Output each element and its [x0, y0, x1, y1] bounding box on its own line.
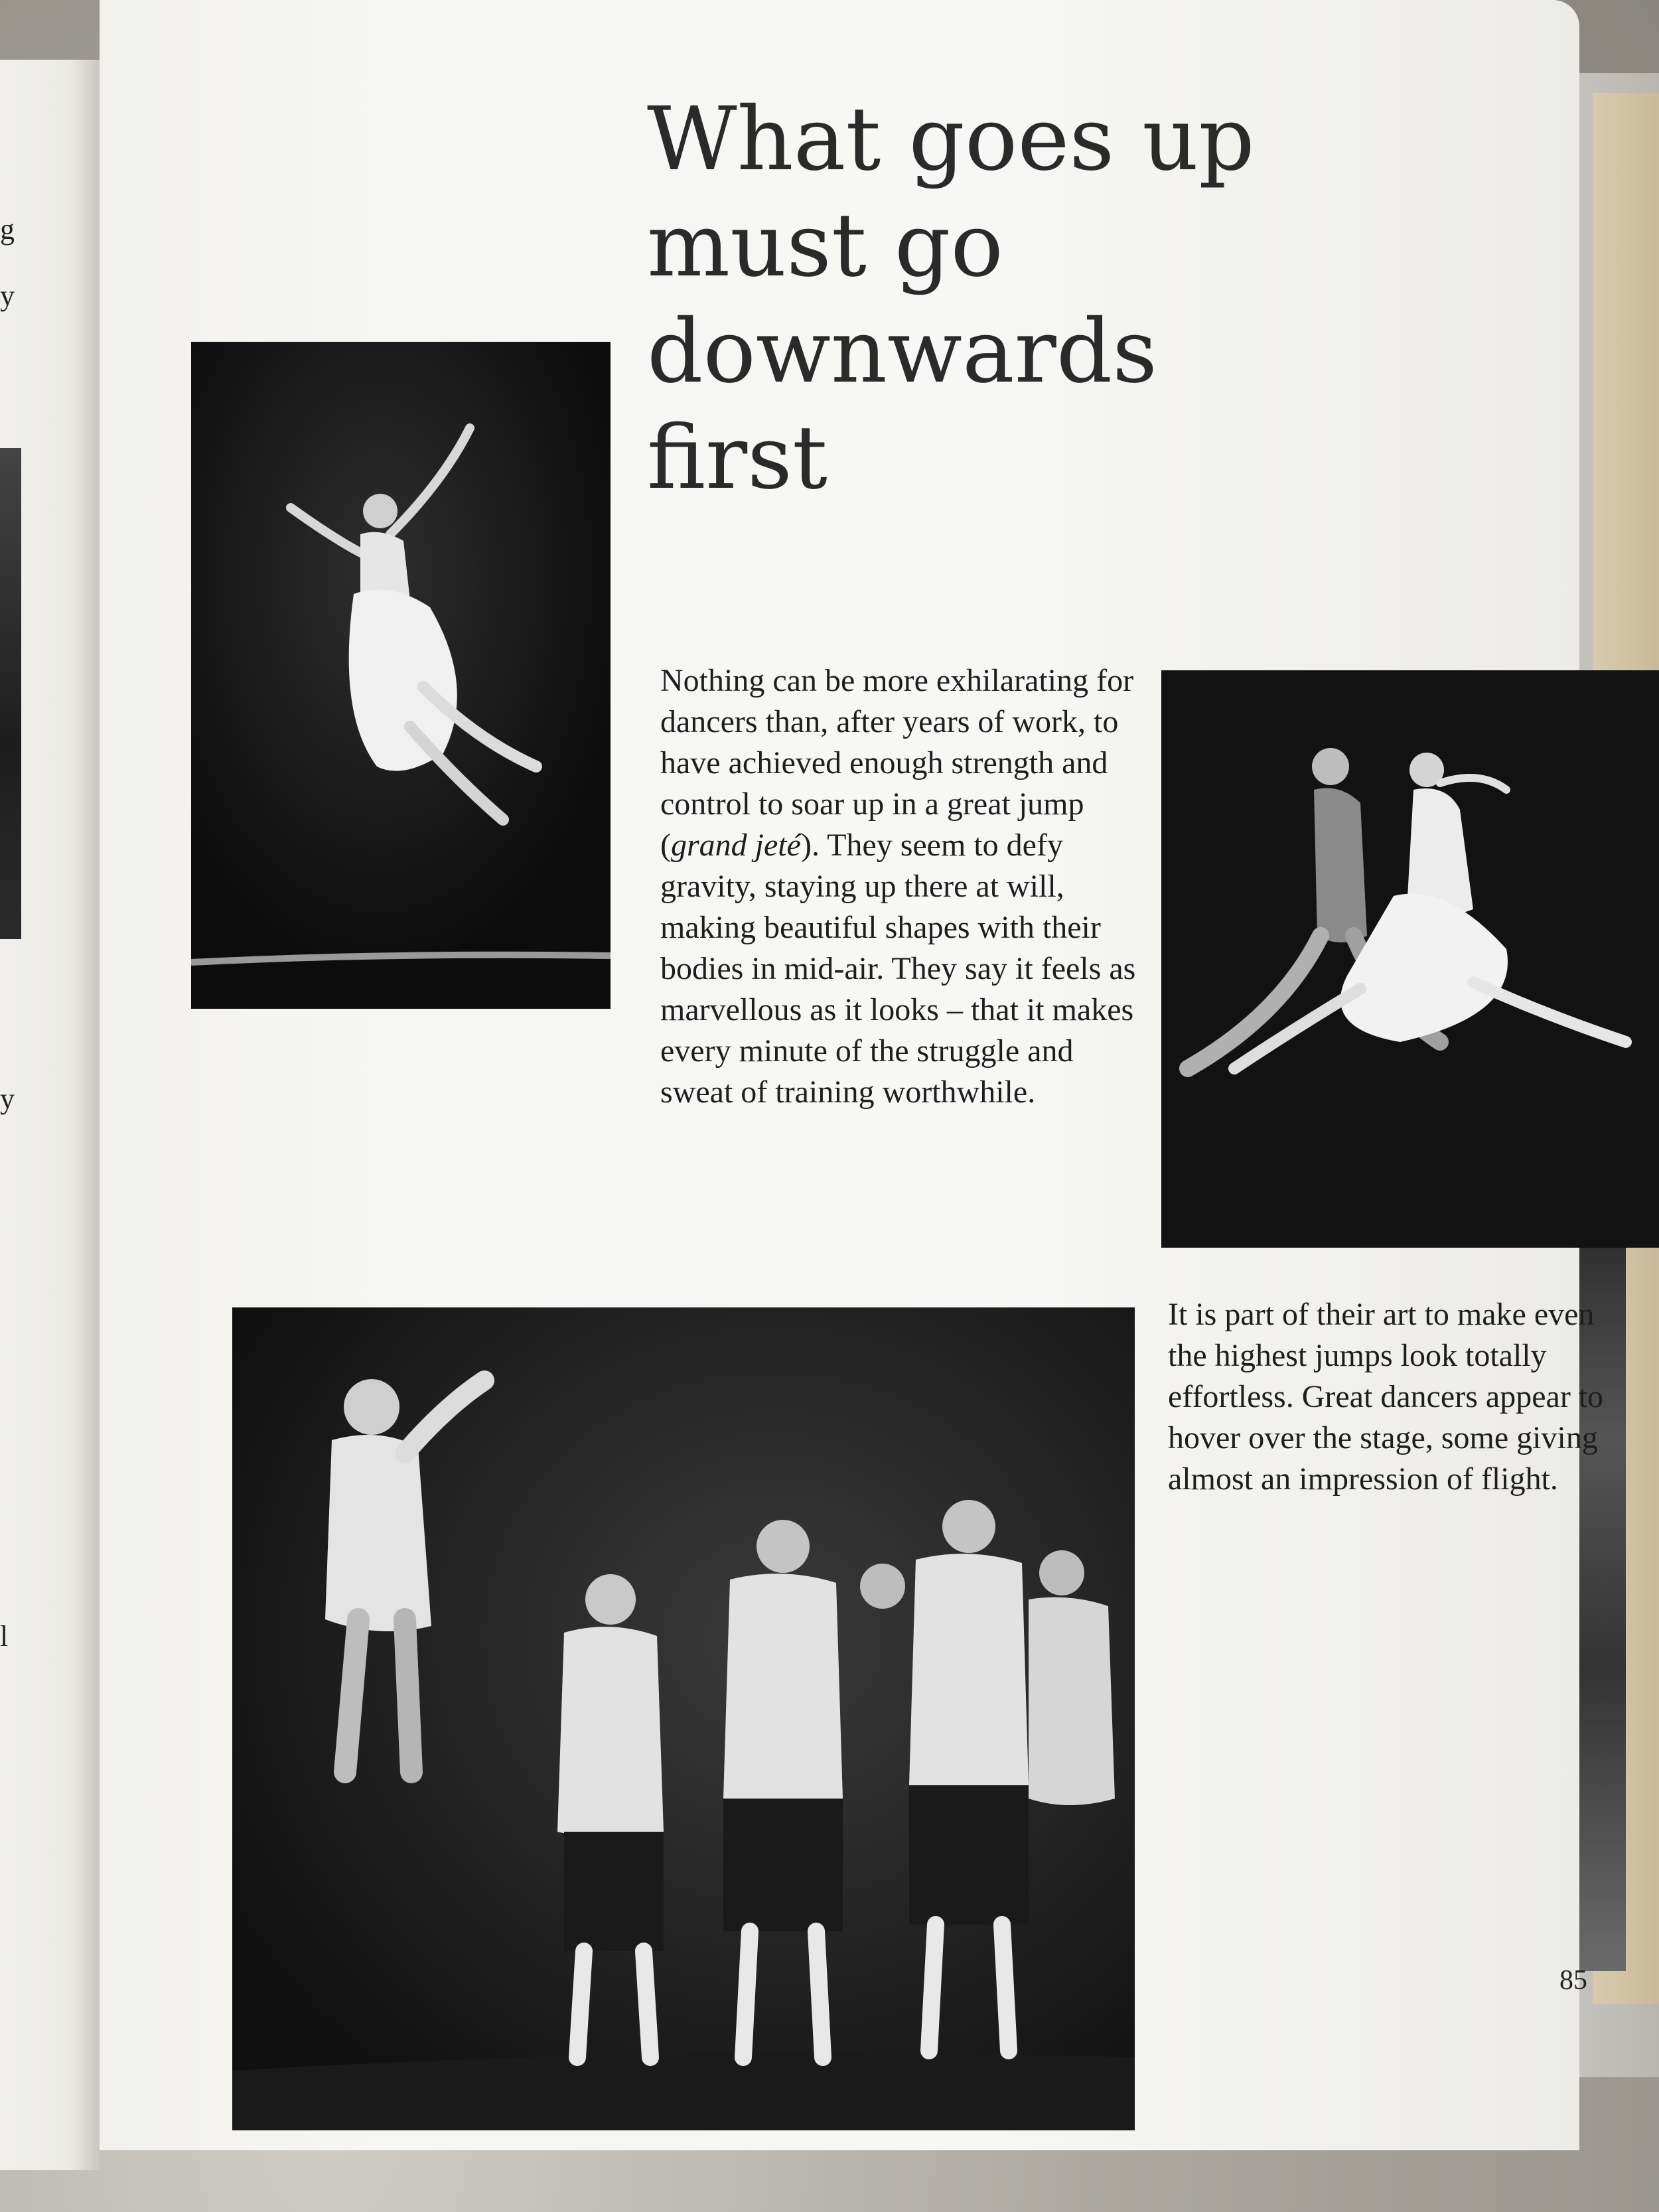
page-number: 85 [1559, 1965, 1587, 1996]
page-title: What goes up must go downwards first [647, 88, 1255, 509]
left-page-photo-edge [0, 448, 21, 939]
male-dancers-group-photo [232, 1307, 1135, 2130]
left-facing-page [0, 60, 100, 2170]
second-paragraph: It is part of their art to make even the highest jumps look totally effortless. Great dancers appear to hover over the stage, some giving almost an impression of flight. [1168, 1297, 1604, 1497]
pas-de-deux-leap-photo [1161, 670, 1659, 1248]
left-page-text-fragment: y [0, 1082, 15, 1115]
left-page-text-fragment: l [0, 1620, 9, 1653]
intro-paragraph-text: Nothing can be more exhilarating for dancers than, after years of work, to have achieved enough strength and control to soar up in a great jump ( [660, 663, 1134, 863]
left-page-text-fragment: g [0, 213, 15, 246]
intro-paragraph [660, 660, 1138, 1113]
book-page [100, 0, 1604, 2150]
intro-paragraph-text-continued: ). They seem to defy gravity, staying up there at will, making beautiful shapes with their bodies in mid-air. They say it feels as marvellous as it looks – that it makes every minute of the struggle and sweat of training worthwhile. [660, 828, 1136, 1110]
grand-jete-term: grand jeté [670, 828, 801, 863]
left-page-text-fragment: y [0, 279, 15, 312]
ballerina-leap-photo [191, 342, 611, 1009]
